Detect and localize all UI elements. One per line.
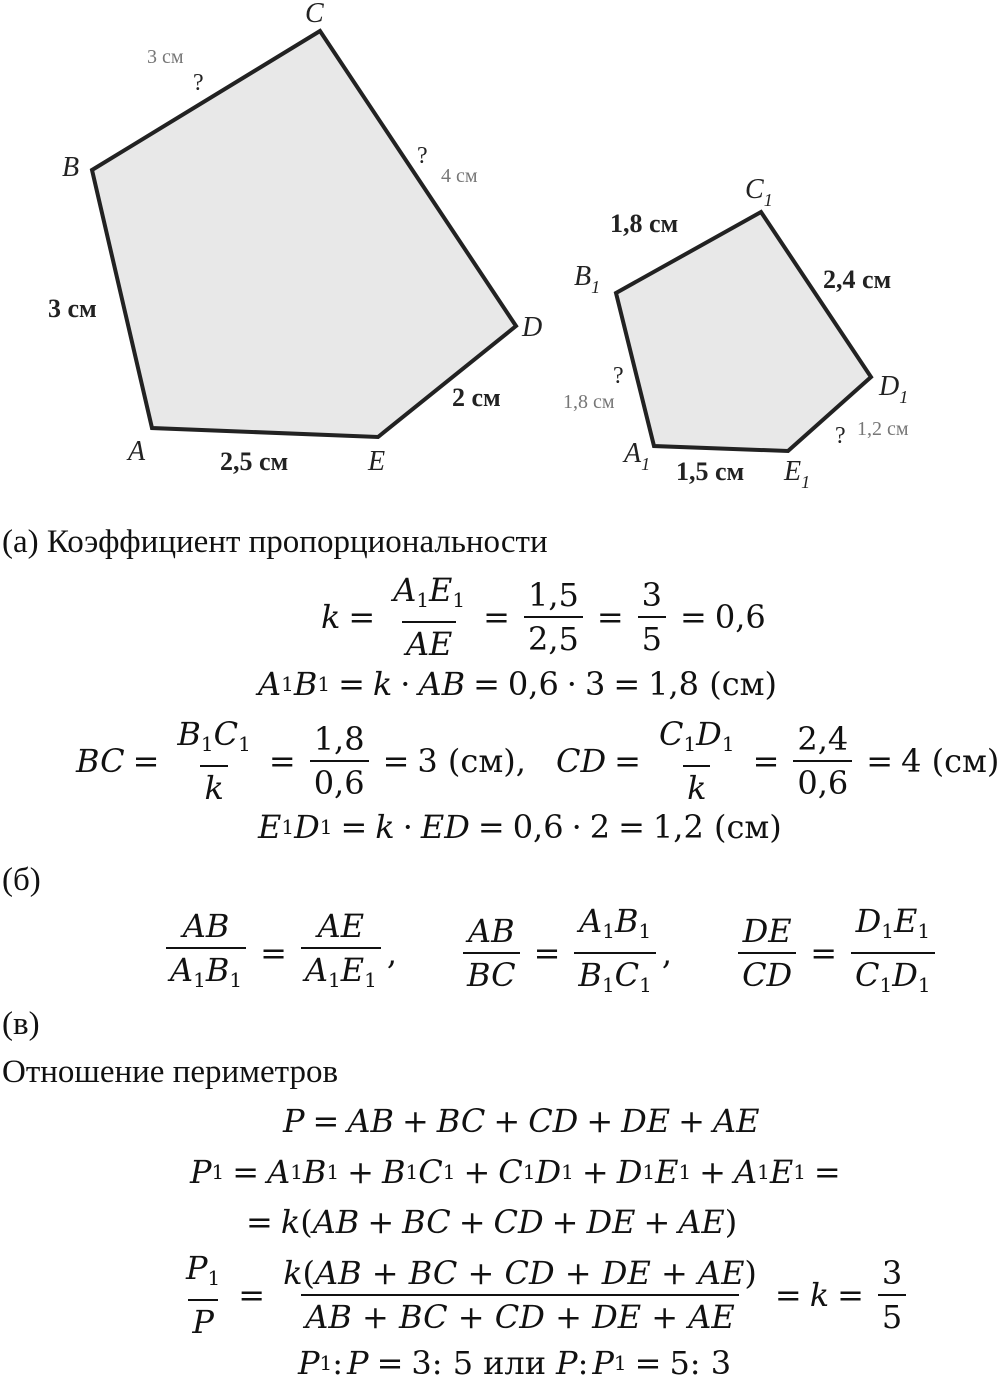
side-c1d1: 2,4 см [823,265,892,294]
side-a1b1-question: ? [613,363,624,389]
part-b-label: (б) [2,862,41,898]
vertex-b: B [62,152,80,183]
formula-final: P 1 : P = 3: 5 или P : P 1 = 5: 3 [298,1344,732,1382]
vertex-c1: $C_1$ [745,174,773,210]
side-e1d1-question: ? [835,423,846,449]
formula-cd: CD = $\frac{C_1D_1}{k}$ = $\frac{2,4}{0,6}$ = 4 (см) [556,715,999,807]
vertex-e: E [368,446,386,477]
polygons-figure [0,0,960,515]
side-cd-given: 4 см [441,165,478,187]
vertex-a1: $A_1$ [624,438,651,474]
side-bc-given: 3 см [147,46,184,68]
big-pentagon [92,31,516,437]
formula-p1-k: = k ( AB + BC + CD + DE + AE ) [246,1203,738,1241]
side-ed: 2 см [452,383,501,412]
part-v-title: Отношение периметров [2,1054,339,1090]
vertex-e1: $E_1$ [784,456,811,492]
side-ab: 3 см [48,294,97,323]
formula-p1: P 1 = A 1 B 1 + B 1 C 1 + C 1 D 1 + D 1 E 1 + A 1 E 1 = [190,1153,841,1191]
side-a1b1-given: 1,8 см [563,391,615,413]
formula-p: P = AB + BC + CD + DE + AE [283,1102,760,1140]
side-cd-question: ? [417,143,428,169]
side-e1d1-given: 1,2 см [857,418,909,440]
ratios-b: $\frac{AB}{A_1B_1}$ = $\frac{AE}{A_1E_1}$ , $\frac{AB}{BC}$ = $\frac{A_1B_1}{B_1C_1}$ , $\frac{DE}{CD}$ = $\frac{D_1E_1}{C_1D_1}$ [160,903,941,1003]
part-v-label: (в) [2,1006,40,1042]
vertex-a: A [128,436,146,467]
side-ae: 2,5 см [220,447,289,476]
formula-a1b1: A 1 B 1 = k · AB = 0,6 · 3 = 1,8 (см) [258,665,777,703]
formula-e1d1: E 1 D 1 = k · ED = 0,6 · 2 = 1,2 (см) [258,808,782,846]
side-b1c1: 1,8 см [610,209,679,238]
vertex-d1: $D_1$ [879,371,909,407]
side-bc-question: ? [193,70,204,96]
vertex-d: D [522,312,543,343]
side-a1e1: 1,5 см [676,457,745,486]
vertex-b1: $B_1$ [574,261,601,297]
small-pentagon [616,212,871,451]
formula-k: k = $\frac{A_1E_1}{AE}$ = $\frac{1,5}{2,5}$ = $\frac{3}{5}$ = 0,6 [321,571,766,663]
formula-ratio: $\frac{P_1}{P}$ = $\frac{k(AB + BC + CD + DE + AE)}{AB + BC + CD + DE + AE}$ = k = $\frac{3}{5}$ [176,1250,912,1340]
formula-bc: BC = $\frac{B_1C_1}{k}$ = $\frac{1,8}{0,6}$ = 3 (см), [76,715,526,807]
vertex-c: C [305,0,324,29]
part-a-label: (а) Коэффициент пропорциональности [2,524,548,560]
